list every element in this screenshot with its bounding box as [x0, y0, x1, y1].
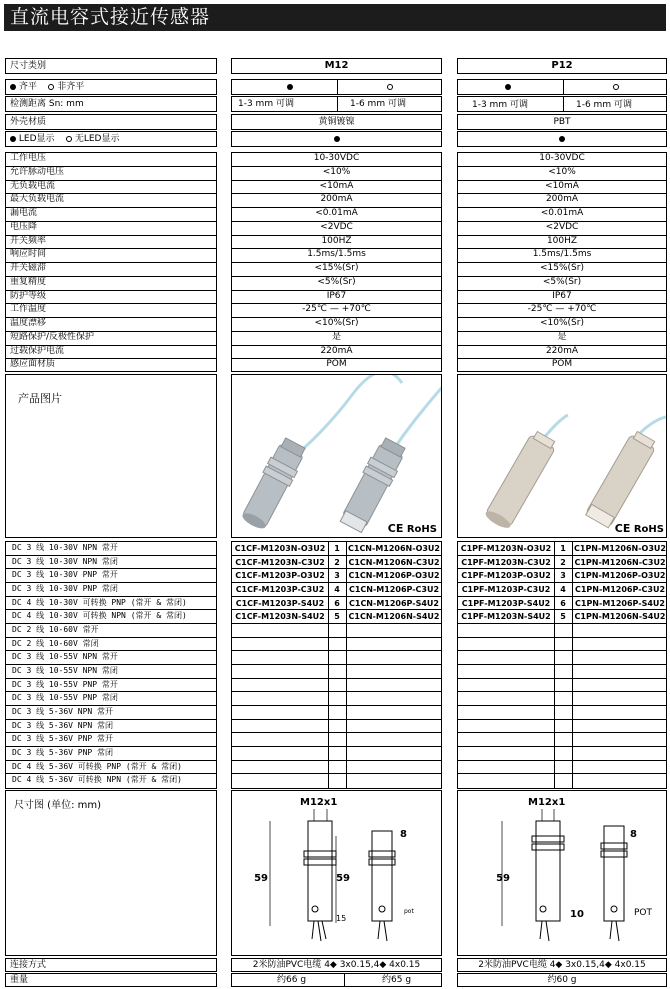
- wiring-code: 5: [560, 612, 566, 622]
- p12-dim-cap: 8: [630, 829, 637, 840]
- spec-row: 200mA: [232, 194, 441, 208]
- model-label: DC 3 线 5-36V PNP 常开: [6, 733, 216, 747]
- model-row: [458, 624, 666, 638]
- spec-row: 100HZ: [232, 236, 441, 250]
- product-image-label: 产品图片: [18, 392, 62, 405]
- model-label: DC 3 线 10-55V NPN 常开: [6, 651, 216, 665]
- wiring-code: 4: [334, 585, 340, 594]
- model-code: C1PF-M1203P-S4U2: [461, 598, 551, 608]
- model-row: [232, 638, 441, 652]
- model-code: C1PN-M1206N-C3U2: [574, 557, 666, 567]
- m12-connection: 2米防油PVC电缆 4◆ 3x0.15,4◆ 4x0.15: [231, 958, 442, 972]
- m12-sensor-illustration: [232, 375, 441, 537]
- model-row: [458, 569, 666, 583]
- model-code: C1CF-M1203P-O3U2: [235, 571, 325, 581]
- m12-housing: 黄铜镀镍: [231, 114, 442, 130]
- housing-label: 外壳材质: [5, 114, 217, 130]
- model-code: C1CF-M1203N-O3U2: [234, 544, 326, 553]
- model-label: DC 3 线 10-30V PNP 常开: [6, 569, 216, 583]
- p12-connection: 2米防油PVC电缆 4◆ 3x0.15,4◆ 4x0.15: [457, 958, 667, 972]
- rohs-label: RoHS: [633, 524, 664, 535]
- model-label: DC 2 线 10-60V 常开: [6, 624, 216, 638]
- model-row: [232, 583, 441, 597]
- model-row: [232, 597, 441, 611]
- spec-row: 100HZ: [458, 236, 666, 250]
- spec-row: 200mA: [458, 194, 666, 208]
- spec-row: <10%(Sr): [232, 318, 441, 332]
- model-code: C1CN-M1206N-C3U2: [348, 557, 440, 567]
- model-label: DC 4 线 10-30V 可转换 NPN (常开 & 常闭): [6, 610, 216, 624]
- weight-label: 重量: [5, 973, 217, 987]
- spec-row: <2VDC: [458, 222, 666, 236]
- model-label: DC 4 线 5-36V 可转换 NPN (常开 & 常闭): [12, 775, 182, 785]
- wiring-code: 6: [334, 598, 340, 608]
- model-label: DC 4 线 10-30V 可转换 PNP (常开 & 常闭): [6, 597, 216, 611]
- p12-flush-row: [457, 79, 667, 95]
- wiring-code: 4: [560, 585, 566, 594]
- model-row: [458, 556, 666, 570]
- p12-range-row: [457, 96, 667, 112]
- m12-cert: [388, 523, 437, 535]
- rohs-label: RoHS: [406, 524, 437, 535]
- model-row: [232, 556, 441, 570]
- m12-range-b: 1-6 mm 可调: [350, 99, 406, 109]
- model-label: DC 4 线 5-36V 可转换 PNP (常开 & 常闭): [6, 761, 216, 775]
- model-code: C1PN-M1206N-S4U2: [574, 612, 666, 622]
- p12-title: P12: [457, 58, 667, 74]
- spec-row: 工作温度: [6, 304, 216, 318]
- spec-row: <0.01mA: [458, 208, 666, 222]
- model-code: C1CN-M1206P-C3U2: [348, 585, 440, 594]
- spec-row: <10%: [232, 167, 441, 181]
- model-code: C1PF-M1203P-C3U2: [461, 585, 551, 594]
- spec-row: 最大负载电流: [6, 194, 216, 208]
- spec-row: <5%(Sr): [458, 277, 666, 291]
- detect-distance-label: 检测距离 Sn: mm: [5, 96, 217, 112]
- spec-row: 防护等级: [6, 291, 216, 305]
- model-code: C1PN-M1206P-S4U2: [575, 598, 665, 608]
- spec-row: POM: [326, 359, 347, 370]
- model-row: [458, 761, 666, 775]
- spec-row: 允许脉动电压: [6, 167, 216, 181]
- size-class-label: 尺寸类别: [5, 58, 217, 74]
- ce-mark: CE: [387, 522, 404, 535]
- p12-weight: 约60 g: [457, 973, 667, 987]
- model-row: [458, 706, 666, 720]
- spec-row: 短路保护/反极性保护: [6, 332, 216, 346]
- model-label: DC 3 线 10-55V PNP 常开: [6, 679, 216, 693]
- model-row: [232, 692, 441, 706]
- spec-row: 1.5ms/1.5ms: [458, 249, 666, 263]
- spec-row: 是: [232, 332, 441, 346]
- spec-row: 10-30VDC: [232, 153, 441, 167]
- m12-range-row: [231, 96, 442, 112]
- model-code: C1PF-M1203N-S4U2: [461, 612, 551, 622]
- m12-weight-b: 约65 g: [382, 975, 412, 985]
- p12-pot: POT: [634, 908, 653, 918]
- model-row: [232, 747, 441, 761]
- wiring-code: 3: [334, 571, 340, 581]
- model-code: C1PF-M1203N-C3U2: [461, 557, 551, 567]
- spec-row: 220mA: [232, 346, 441, 360]
- p12-dimension-svg: [458, 791, 666, 955]
- m12-dim-cap: 8: [400, 829, 407, 840]
- spec-row: 工作电压: [6, 153, 216, 167]
- model-row: [232, 706, 441, 720]
- m12-dim-len-2: 59: [336, 873, 350, 884]
- model-label: DC 2 线 10-60V 常闭: [6, 638, 216, 652]
- spec-row: <10mA: [232, 181, 441, 195]
- spec-row: 电压降: [6, 222, 216, 236]
- spec-row: -25℃ — +70℃: [458, 304, 666, 318]
- model-row: [458, 720, 666, 734]
- wiring-code: 6: [560, 598, 566, 608]
- spec-row: 过载保护电流: [6, 346, 216, 360]
- model-code: C1CN-M1206N-O3U2: [348, 544, 440, 553]
- model-row: [232, 569, 441, 583]
- filled-dot-icon: [334, 136, 340, 142]
- open-dot-icon: [66, 136, 72, 142]
- spec-row: POM: [551, 359, 573, 370]
- model-row: [458, 542, 666, 556]
- m12-range-a: 1-3 mm 可调: [238, 99, 294, 109]
- model-row: [232, 774, 441, 788]
- p12-dimension-drawing: [457, 790, 667, 956]
- spec-row: <15%(Sr): [232, 263, 441, 277]
- model-code: C1CN-M1206P-O3U2: [348, 571, 440, 581]
- spec-row: <15%(Sr): [458, 263, 666, 277]
- spec-row: 感应面材质: [10, 359, 56, 370]
- spec-row: 1.5ms/1.5ms: [232, 249, 441, 263]
- flush-label: 齐平: [18, 82, 37, 92]
- dimension-label: 尺寸图 (单位: mm): [14, 800, 102, 811]
- p12-range-a: 1-3 mm 可调: [472, 100, 528, 110]
- spec-labels-block: [5, 152, 217, 372]
- m12-weight-a: 约66 g: [277, 975, 307, 985]
- flush-type-label: [5, 79, 217, 95]
- product-image-block: [5, 374, 217, 538]
- spec-row: 漏电流: [6, 208, 216, 222]
- model-label: DC 3 线 10-30V NPN 常开: [6, 542, 216, 556]
- wiring-code: 5: [334, 612, 340, 622]
- model-code: C1PN-M1206P-O3U2: [574, 571, 666, 581]
- model-code: C1CF-M1203P-S4U2: [235, 598, 325, 608]
- model-row: [458, 583, 666, 597]
- m12-dimension-drawing: [231, 790, 442, 956]
- m12-product-image: [231, 374, 442, 538]
- m12-dim-title: M12x1: [300, 797, 338, 808]
- led-off-label: 无LED显示: [74, 134, 120, 144]
- connection-label: 连接方式: [5, 958, 217, 972]
- spec-row: <5%(Sr): [232, 277, 441, 291]
- spec-row: 开关磁滞: [6, 263, 216, 277]
- model-label: DC 3 线 10-30V NPN 常闭: [6, 556, 216, 570]
- p12-product-image: [457, 374, 667, 538]
- p12-dim-title: M12x1: [528, 797, 566, 808]
- m12-flush-row: [231, 79, 442, 95]
- model-row: [458, 638, 666, 652]
- dimension-block: [5, 790, 217, 956]
- spec-row: <0.01mA: [232, 208, 441, 222]
- m12-dim-len: 59: [254, 873, 268, 884]
- model-code: C1CN-M1206N-S4U2: [348, 612, 440, 622]
- model-code: C1PF-M1203P-O3U2: [461, 571, 551, 581]
- model-row: [232, 651, 441, 665]
- model-row: [458, 679, 666, 693]
- model-code: C1CF-M1203P-C3U2: [235, 585, 325, 594]
- led-label: [5, 131, 217, 147]
- model-label: DC 3 线 10-30V PNP 常闭: [6, 583, 216, 597]
- model-code: C1PN-M1206P-C3U2: [574, 585, 666, 594]
- spec-row: 开关频率: [6, 236, 216, 250]
- p12-specs-block: [457, 152, 667, 372]
- model-row: [458, 597, 666, 611]
- model-row: [232, 542, 441, 556]
- m12-title: M12: [231, 58, 442, 74]
- filled-dot-icon: [10, 84, 16, 90]
- model-row: [458, 733, 666, 747]
- p12-led: [457, 131, 667, 147]
- spec-row: <10mA: [458, 181, 666, 195]
- wiring-code: 2: [334, 557, 340, 567]
- spec-row: 重复精度: [6, 277, 216, 291]
- spec-row: -25℃ — +70℃: [232, 304, 441, 318]
- p12-dim-len: 59: [496, 873, 510, 884]
- model-row: [458, 651, 666, 665]
- spec-row: 温度漂移: [6, 318, 216, 332]
- model-label: DC 3 线 5-36V NPN 常开: [6, 706, 216, 720]
- spec-row: 10-30VDC: [458, 153, 666, 167]
- filled-dot-icon: [505, 84, 511, 90]
- m12-models-block: [231, 541, 442, 789]
- open-dot-icon: [48, 84, 54, 90]
- wiring-code: 3: [560, 571, 566, 581]
- model-row: [458, 692, 666, 706]
- model-code: C1CN-M1206P-S4U2: [349, 598, 439, 608]
- spec-row: 无负载电流: [6, 181, 216, 195]
- wiring-code: 1: [560, 544, 566, 553]
- model-row: [232, 679, 441, 693]
- model-code: C1PF-M1203N-O3U2: [460, 544, 552, 553]
- led-on-label: LED显示: [18, 134, 55, 144]
- m12-pot: pot: [404, 908, 414, 915]
- spec-row: 220mA: [458, 346, 666, 360]
- spec-row: 响应时间: [6, 249, 216, 263]
- spec-row: IP67: [232, 291, 441, 305]
- model-labels-block: [5, 541, 217, 789]
- spec-row: <10%: [458, 167, 666, 181]
- page-title: 直流电容式接近传感器: [4, 4, 666, 31]
- model-label: DC 3 线 10-55V PNP 常闭: [6, 692, 216, 706]
- non-flush-label: 非齐平: [57, 82, 85, 92]
- spec-row: <2VDC: [232, 222, 441, 236]
- m12-weight: [231, 973, 442, 987]
- open-dot-icon: [387, 84, 393, 90]
- spec-row: <10%(Sr): [458, 318, 666, 332]
- model-row: [232, 665, 441, 679]
- m12-dimension-svg: [232, 791, 441, 955]
- model-row: [458, 610, 666, 624]
- wiring-code: 2: [560, 557, 566, 567]
- spec-row: IP67: [458, 291, 666, 305]
- model-row: [458, 774, 666, 788]
- filled-dot-icon: [287, 84, 293, 90]
- open-dot-icon: [613, 84, 619, 90]
- p12-models-block: [457, 541, 667, 789]
- m12-dim-cap2: 15: [336, 914, 347, 923]
- p12-cert: [615, 523, 664, 535]
- wiring-code: 1: [334, 544, 340, 553]
- model-label: DC 3 线 5-36V NPN 常闭: [6, 720, 216, 734]
- model-label: DC 3 线 10-55V NPN 常闭: [6, 665, 216, 679]
- model-row: [458, 665, 666, 679]
- p12-dim-cap2: 10: [570, 909, 584, 920]
- filled-dot-icon: [10, 136, 16, 142]
- m12-specs-block: [231, 152, 442, 372]
- p12-sensor-illustration: [458, 375, 666, 537]
- model-code: C1CF-M1203N-S4U2: [235, 612, 325, 622]
- model-row: [458, 747, 666, 761]
- spec-row: 是: [458, 332, 666, 346]
- model-row: [232, 733, 441, 747]
- model-row: [232, 720, 441, 734]
- m12-led: [231, 131, 442, 147]
- p12-housing: PBT: [457, 114, 667, 130]
- model-row: [232, 624, 441, 638]
- model-row: [232, 761, 441, 775]
- filled-dot-icon: [559, 136, 565, 142]
- model-code: C1PN-M1206N-O3U2: [574, 544, 666, 553]
- p12-range-b: 1-6 mm 可调: [576, 100, 632, 110]
- ce-mark: CE: [614, 522, 631, 535]
- model-label: DC 3 线 5-36V PNP 常闭: [6, 747, 216, 761]
- model-row: [232, 610, 441, 624]
- model-code: C1CF-M1203N-C3U2: [235, 557, 325, 567]
